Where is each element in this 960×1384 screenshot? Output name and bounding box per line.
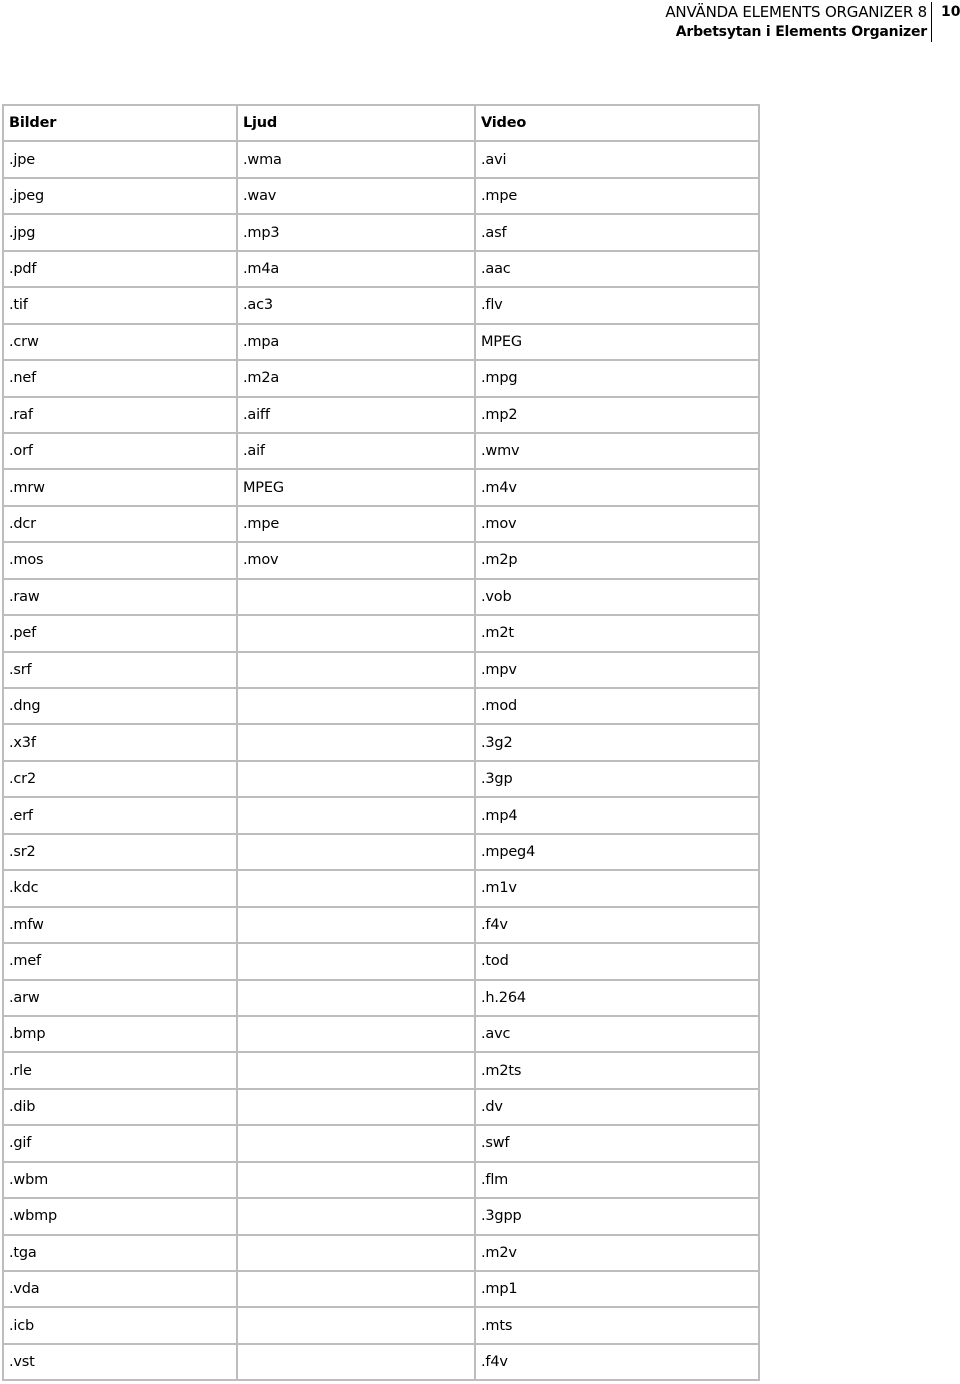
table-cell-images: .dcr [3,506,237,542]
table-cell-images: .dib [3,1089,237,1125]
table-cell-audio: .mp3 [237,214,475,250]
table-cell-images: .raw [3,579,237,615]
table-cell-audio [237,907,475,943]
table-row [3,324,759,360]
table-cell-video: .asf [475,214,759,250]
table-cell-images: .srf [3,652,237,688]
page-number: 10 [941,4,960,20]
table-cell-video: .swf [475,1125,759,1161]
table-cell-audio: .m4a [237,251,475,287]
table-row [3,141,759,177]
table-cell-video: .3g2 [475,724,759,760]
table-cell-audio: MPEG [237,469,475,505]
table-row [3,870,759,906]
table-cell-video: .m2v [475,1235,759,1271]
table-row [3,1089,759,1125]
table-cell-video: .mts [475,1307,759,1343]
header-divider [931,2,932,42]
table-body [3,141,759,1380]
table-row [3,214,759,250]
table-cell-images: .nef [3,360,237,396]
table-cell-video: .m1v [475,870,759,906]
table-cell-audio [237,980,475,1016]
table-cell-images: .mfw [3,907,237,943]
table-cell-video: .avc [475,1016,759,1052]
table-cell-video: .mod [475,688,759,724]
table-cell-audio [237,1016,475,1052]
table-cell-video: .m2ts [475,1052,759,1088]
table-cell-images: .crw [3,324,237,360]
table-header-row [3,105,759,141]
table-cell-audio [237,1125,475,1161]
table-cell-video: .flv [475,287,759,323]
table-row [3,1344,759,1380]
table-cell-audio: .mpa [237,324,475,360]
table-row [3,980,759,1016]
table-cell-images: .tga [3,1235,237,1271]
table-cell-audio [237,724,475,760]
table-cell-video: .m2t [475,615,759,651]
table-cell-audio [237,1235,475,1271]
table-row [3,251,759,287]
table-cell-images: .vst [3,1344,237,1380]
running-header [665,2,927,42]
table-row [3,433,759,469]
table-cell-images: .wbm [3,1162,237,1198]
table-row [3,1198,759,1234]
table-row [3,1125,759,1161]
table-row [3,797,759,833]
table-cell-images: .cr2 [3,761,237,797]
table-cell-video: MPEG [475,324,759,360]
table-cell-images: .icb [3,1307,237,1343]
table-row [3,688,759,724]
table-row [3,943,759,979]
table-cell-images: .mef [3,943,237,979]
table-cell-images: .mrw [3,469,237,505]
table-row [3,469,759,505]
table-cell-video: .mpv [475,652,759,688]
table-row [3,907,759,943]
table-cell-video: .mp2 [475,397,759,433]
table-cell-video: .f4v [475,1344,759,1380]
table-row [3,834,759,870]
table-cell-images: .bmp [3,1016,237,1052]
table-cell-video: .mp1 [475,1271,759,1307]
table-cell-audio [237,834,475,870]
table-row [3,1235,759,1271]
table-cell-video: .h.264 [475,980,759,1016]
table-cell-video: .mov [475,506,759,542]
table-cell-video: .mpe [475,178,759,214]
table-cell-images: .mos [3,542,237,578]
table-cell-video: .vob [475,579,759,615]
table-row [3,1016,759,1052]
table-cell-audio: .wma [237,141,475,177]
table-cell-images: .rle [3,1052,237,1088]
table-cell-video: .aac [475,251,759,287]
table-cell-audio [237,615,475,651]
table-cell-video: .f4v [475,907,759,943]
table-cell-images: .jpeg [3,178,237,214]
page-header [0,0,960,50]
table-row [3,397,759,433]
table-cell-images: .wbmp [3,1198,237,1234]
column-header-images: Bilder [3,105,237,141]
table-cell-audio [237,943,475,979]
table-cell-audio [237,1198,475,1234]
table-row [3,652,759,688]
table-cell-video: .wmv [475,433,759,469]
table-cell-video: .3gp [475,761,759,797]
table-row [3,761,759,797]
table-cell-audio [237,1307,475,1343]
file-format-table [2,104,760,1381]
table-cell-images: .pdf [3,251,237,287]
table-cell-audio [237,761,475,797]
table-cell-images: .gif [3,1125,237,1161]
table-cell-audio: .aiff [237,397,475,433]
table-row [3,542,759,578]
table-cell-images: .jpe [3,141,237,177]
table-cell-video: .3gpp [475,1198,759,1234]
table-cell-video: .m2p [475,542,759,578]
column-header-video: Video [475,105,759,141]
table-cell-images: .raf [3,397,237,433]
table-cell-images: .arw [3,980,237,1016]
table-cell-images: .pef [3,615,237,651]
table-cell-images: .erf [3,797,237,833]
table-row [3,178,759,214]
table-cell-images: .tif [3,287,237,323]
table-cell-audio [237,1052,475,1088]
table-cell-video: .avi [475,141,759,177]
table-row [3,506,759,542]
table-cell-video: .mpeg4 [475,834,759,870]
table-cell-audio [237,688,475,724]
table-cell-images: .jpg [3,214,237,250]
table-cell-video: .mpg [475,360,759,396]
table-cell-audio: .ac3 [237,287,475,323]
table-cell-images: .sr2 [3,834,237,870]
table-row [3,724,759,760]
table-cell-audio [237,870,475,906]
table-cell-audio [237,1344,475,1380]
table-cell-images: .vda [3,1271,237,1307]
table-cell-audio: .wav [237,178,475,214]
table-cell-audio [237,579,475,615]
table-cell-video: .dv [475,1089,759,1125]
table-cell-images: .orf [3,433,237,469]
table-row [3,579,759,615]
table-cell-audio [237,652,475,688]
section-title: Arbetsytan i Elements Organizer [675,24,927,40]
table-cell-video: .m4v [475,469,759,505]
table-row [3,615,759,651]
table-row [3,1307,759,1343]
table-cell-audio [237,1162,475,1198]
table-cell-audio: .aif [237,433,475,469]
table-cell-images: .x3f [3,724,237,760]
table-cell-video: .mp4 [475,797,759,833]
table-cell-audio [237,797,475,833]
table-cell-audio: .mpe [237,506,475,542]
table-cell-audio [237,1089,475,1125]
column-header-audio: Ljud [237,105,475,141]
chapter-title: ANVÄNDA ELEMENTS ORGANIZER 8 [665,3,927,21]
table-cell-images: .kdc [3,870,237,906]
table-row [3,360,759,396]
table-cell-video: .tod [475,943,759,979]
table-row [3,1052,759,1088]
table-cell-images: .dng [3,688,237,724]
table-cell-video: .flm [475,1162,759,1198]
table-row [3,1162,759,1198]
table-cell-audio [237,1271,475,1307]
table-row [3,287,759,323]
table-row [3,1271,759,1307]
table-cell-audio: .m2a [237,360,475,396]
table-cell-audio: .mov [237,542,475,578]
